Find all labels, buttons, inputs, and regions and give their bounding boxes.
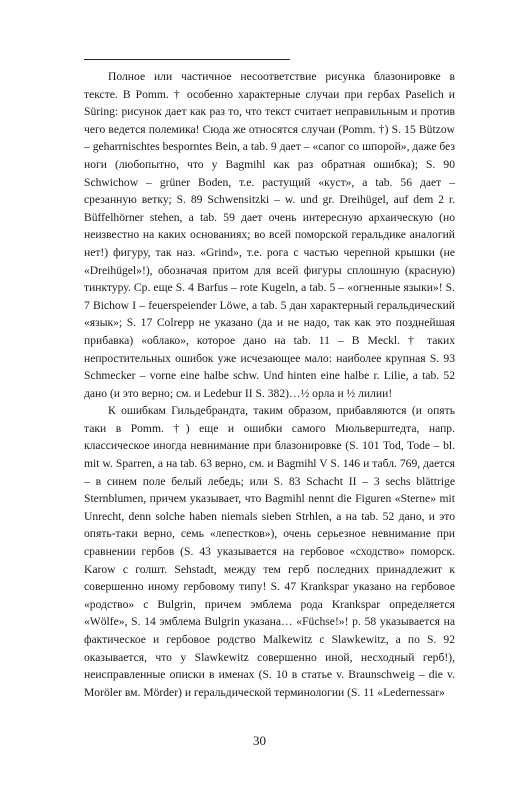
paragraph-2: К ошибкам Гильдебрандта, таким образом, прибавляются (и опять таки в Pomm. †) еще и ошибки самого Мюльверштедта, напр. классическое иногда невнимание при блазонировке (S. 101 Tod, Tode – bl. mit w. Sparren, a на tab. 63 верно, см. и Bagmihl V S. 146 и табл. 769, дается – в синем поле белый лебедь; или S. 83 Schacht II – 3 sechs blättrige Sternblumen, причем указывает, что Bagmihl nennt die Figuren «Sterne» mit Unrecht, denn solche haben niemals sieben Strhlen, a на tab. 52 дано, и это опять-таки верно, семь «лепестков»), очень серьезное невнимание при сравнении гербов (S. 43 указывается на гербовое «сходство» поморск. Karow с голшт. Sehstadt, между тем герб последних принадлежит к совершенно иному гербовому типу! S. 47 Krankspar указано на гербовое «родство» с Bulgrin, причем эмблема рода Krankspar определяется «Wölfe», S. 14 эмблема Bulgrin указана… «Füchse!»! p. 58 указывается на фактическое и гербовое родство Malkewitz с Slawkewitz, а по S. 92 оказывается, что у Slawkewitz совершенно иной, несходный герб!), неисправленные описки в именах (S. 10 в статье v. Braunschweig – die v. Moröler вм. Mörder) и геральдической терминологии (S. 11 «Ledernessar» bbox=[84, 404, 455, 699]
page-number: 30 bbox=[253, 733, 266, 748]
paragraph-1: Полное или частичное несоответствие рисунка блазонировке в тексте. В Pomm. † особенно характерные случаи при гербах Paselich и Süring: рисунок дает как раз то, что текст считает неправильным и против чего ведется полемика! Сюда же относятся случаи (Pomm. †) S. 15 Bützow – geharrnischtes besporntes Bein, a tab. 9 дает – «сапог со шпорой», даже без ноги (любопытно, что у Bagmihl как раз обратная ошибка); S. 90 Schwichow – grüner Boden, т.е. растущий «куст», a tab. 56 дает – срезанную ветку; S. 89 Schwensitzki – w. und gr. Dreihügel, auf dem 2 r. Büffelhörner stehen, a tab. 59 дает очень интересную архаическую (но неизвестно на каких основаниях; во всей поморской геральдике аналогий нет!) фигуру, так наз. «Grind», т.е. рога с частью черепной крышки (не «Dreihügel»!), обозначая притом для всей фигуры сплошную (красную) тинктуру. Ср. еще S. 4 Barfus – rote Kugeln, a tab. 5 – «огненные языки»! S. 7 Bichow I – feuerspeiender Löwe, a tab. 5 дан характерный геральдический «язык»; S. 17 Colrepp не указано (да и не надо, так как это позднейшая прибавка) «облако», которое дано на tab. 11 – В Meckl. † таких непростительных ошибок уже исчезающее мало: наиболее крупная S. 93 Schmecker – vorne eine halbe schw. Und hinten eine halbe r. Lilie, a tab. 52 дано (и это верно; см. и Ledebur II S. 382)…½ орла и ½ лилии! bbox=[84, 70, 455, 400]
footnote-separator-rule bbox=[84, 59, 290, 60]
footnote-text bbox=[84, 68, 455, 701]
